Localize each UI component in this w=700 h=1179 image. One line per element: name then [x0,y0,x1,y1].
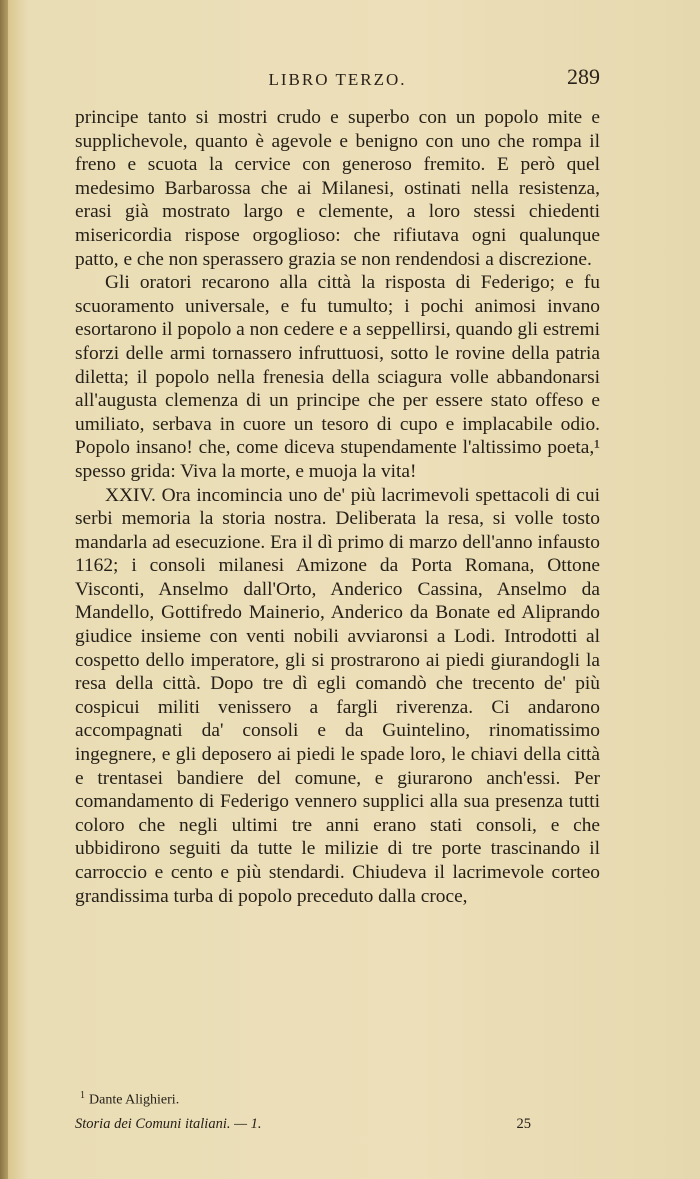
paragraph-3: XXIV. Ora incomincia uno de' più lacrimevoli spettacoli di cui serbi memoria la storia nostra. Deliberata la resa, si volle tosto mandarla ad esecuzione. Era il dì primo di marzo dell'anno infausto 1162; i consoli milanesi Amizone da Porta Romana, Ottone Visconti, Anselmo dall'Orto, Anderico Cassina, Anselmo da Mandello, Gottifredo Mainerio, Anderico da Bonate ed Aliprando giudice insieme con venti nobili avviaronsi a Lodi. Introdotti al cospetto dello imperatore, gli si prostrarono ai piedi giurandogli la resa della città. Dopo tre dì egli comandò che trecento de' più cospicui militi venissero a fargli riverenza. Ci andarono accompagnati da' consoli e da Guintelino, rinomatissimo ingegnere, e gli deposero ai piedi le spade loro, le chiavi della città e trentasei bandiere del comune, e giurarono anch'essi. Per comandamento di Federigo vennero supplici alla sua presenza tutti coloro che negli ultimi tre anni erano stati consoli, e che ubbidirono seguiti da tutte le milizie di tre porte trascinando il carroccio e cento e più stendardi. Chiudeva il lacrimevole corteo grandissima turba di popolo preceduto dalla croce, [75,484,600,907]
footnote [80,1090,179,1109]
book-spine-shadow [0,0,8,1179]
signature-number: 25 [516,1116,531,1132]
footnote-marker: 1 [80,1090,85,1101]
footnote-text: Dante Alighieri. [89,1092,180,1108]
signature-title: Storia dei Comuni italiani. — 1. [75,1116,262,1132]
running-title: LIBRO TERZO. [268,70,407,89]
paragraph-2: Gli oratori recarono alla città la risposta di Federigo; e fu scuoramento universale, e fu tumulto; i pochi animosi invano esortarono il popolo a non cedere e a seppellirsi, quando gli estremi sforzi delle armi tornassero infruttuosi, sotto le rovine della patria diletta; il popolo nella frenesia della sciagura volle abbandonarsi all'augusta clemenza di un principe che per essere stato offeso e umiliato, serbava in cuore un tesoro di cupo e implacabile odio. Popolo insano! che, come diceva stupendamente l'altissimo poeta,¹ spesso grida: Viva la morte, e muoja la vita! [75,272,600,482]
signature-line [75,1116,545,1133]
body-text [75,106,600,908]
page-number: 289 [567,64,600,89]
paragraph-1: principe tanto si mostri crudo e superbo con un popolo mite e supplichevole, quanto è agevole e benigno con uno che rompa il freno e scuota la cervice con generoso fremito. E però quel medesimo Barbarossa che ai Milanesi, ostinati nella resistenza, erasi già mostrato largo e clemente, a loro stessi chiedenti misericordia rispose orgoglioso: che rifiutava ogni qualunque patto, e che non sperassero grazia se non rendendosi a discrezione. [75,107,600,270]
page-header [75,64,600,94]
